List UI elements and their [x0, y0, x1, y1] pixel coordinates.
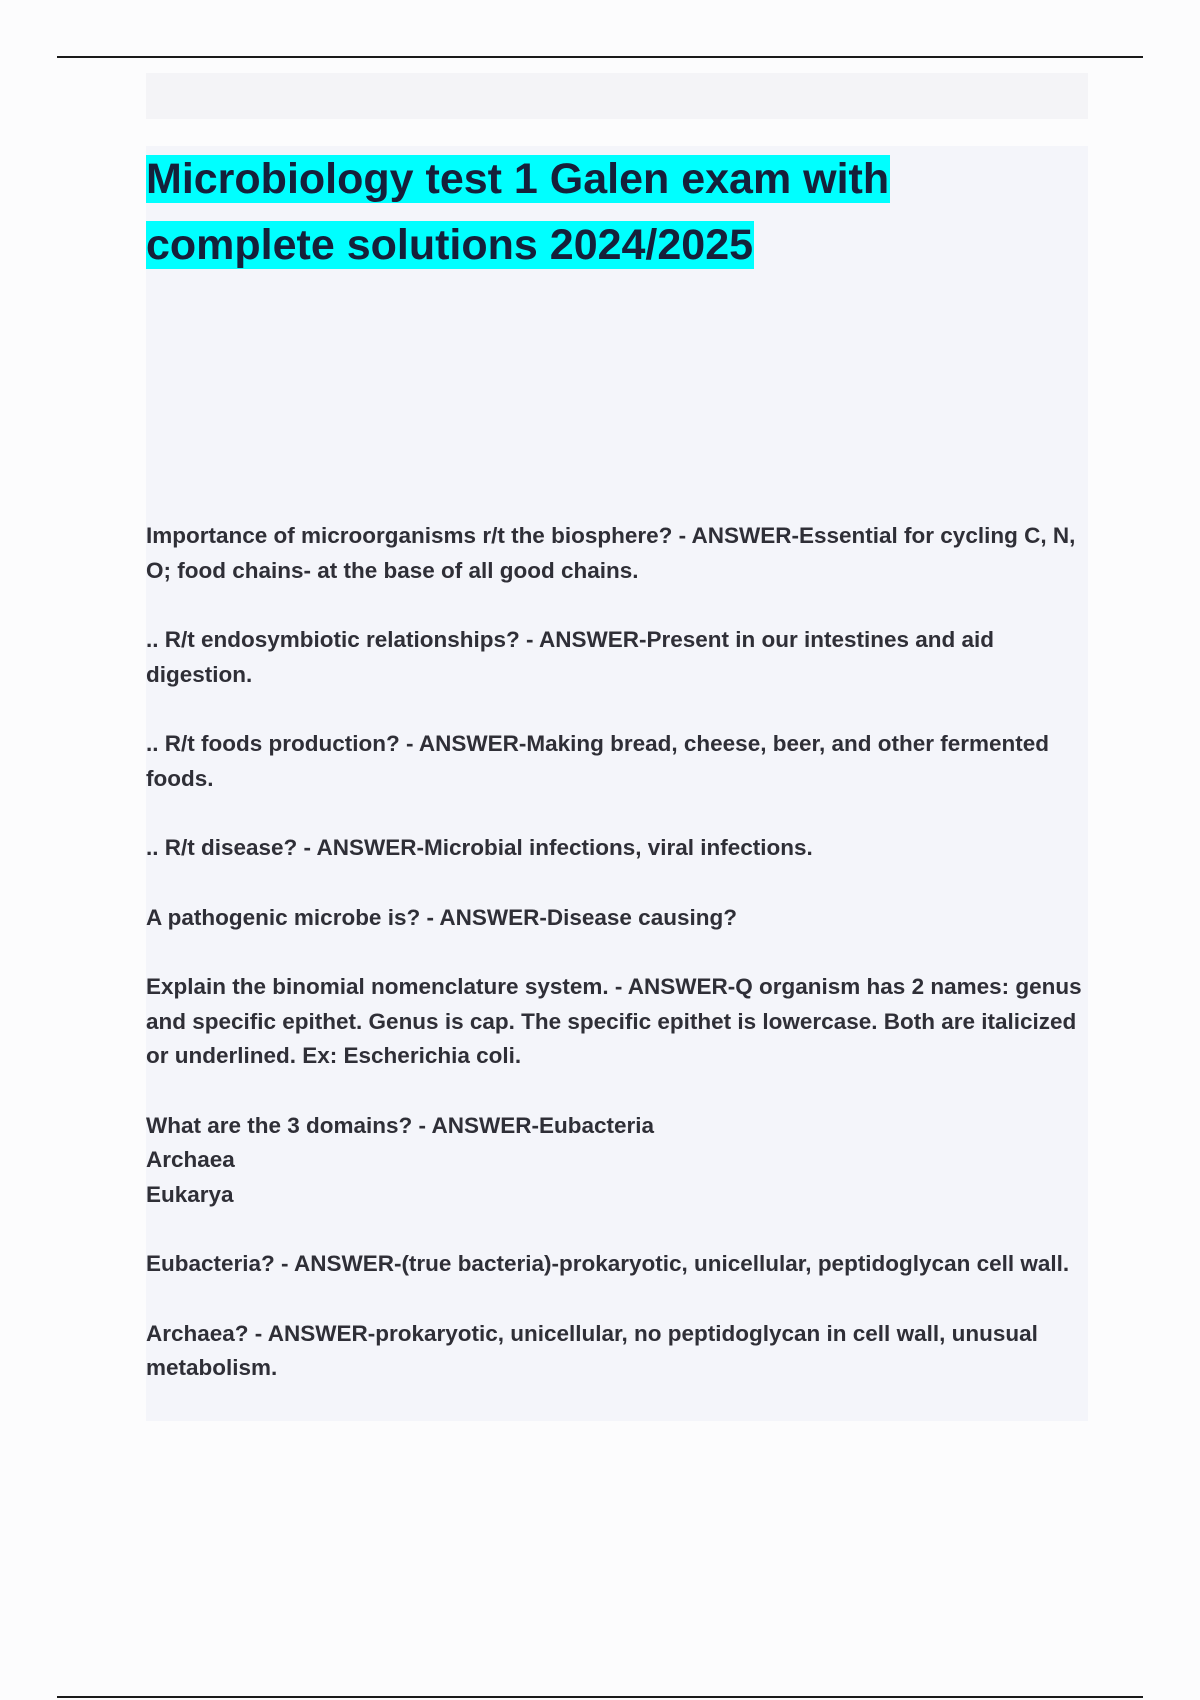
qa-list [146, 519, 1088, 1421]
document-title [146, 146, 1026, 278]
qa-item: A pathogenic microbe is? - ANSWER-Disease causing? [146, 904, 737, 930]
header-band [146, 73, 1088, 119]
title-line-1: Microbiology test 1 Galen exam with [146, 155, 890, 203]
top-rule [57, 56, 1143, 58]
qa-item: What are the 3 domains? - ANSWER-Eubacteria Archaea Eukarya [146, 1112, 654, 1207]
qa-item: .. R/t disease? - ANSWER-Microbial infections, viral infections. [146, 835, 813, 860]
title-line-2: complete solutions 2024/2025 [146, 221, 754, 269]
qa-item: Eubacteria? - ANSWER-(true bacteria)-prokaryotic, unicellular, peptidoglycan cell wall. [146, 1251, 1070, 1276]
qa-item: .. R/t foods production? - ANSWER-Making bread, cheese, beer, and other fermented foods. [146, 731, 1050, 791]
bottom-rule [57, 1696, 1143, 1698]
qa-item: Archaea? - ANSWER-prokaryotic, unicellular, no peptidoglycan in cell wall, unusual metabolism. [146, 1320, 1038, 1380]
qa-item: Importance of microorganisms r/t the biosphere? - ANSWER-Essential for cycling C, N, O; food chains- at the base of all good chains. [146, 523, 1076, 583]
qa-item: .. R/t endosymbiotic relationships? - ANSWER-Present in our intestines and aid digestion. [146, 627, 995, 687]
qa-item: Explain the binomial nomenclature system. - ANSWER-Q organism has 2 names: genus and specific epithet. Genus is cap. The specific epithet is lowercase. Both are italicized or underlined. Ex: Escherichia coli. [146, 974, 1082, 1068]
